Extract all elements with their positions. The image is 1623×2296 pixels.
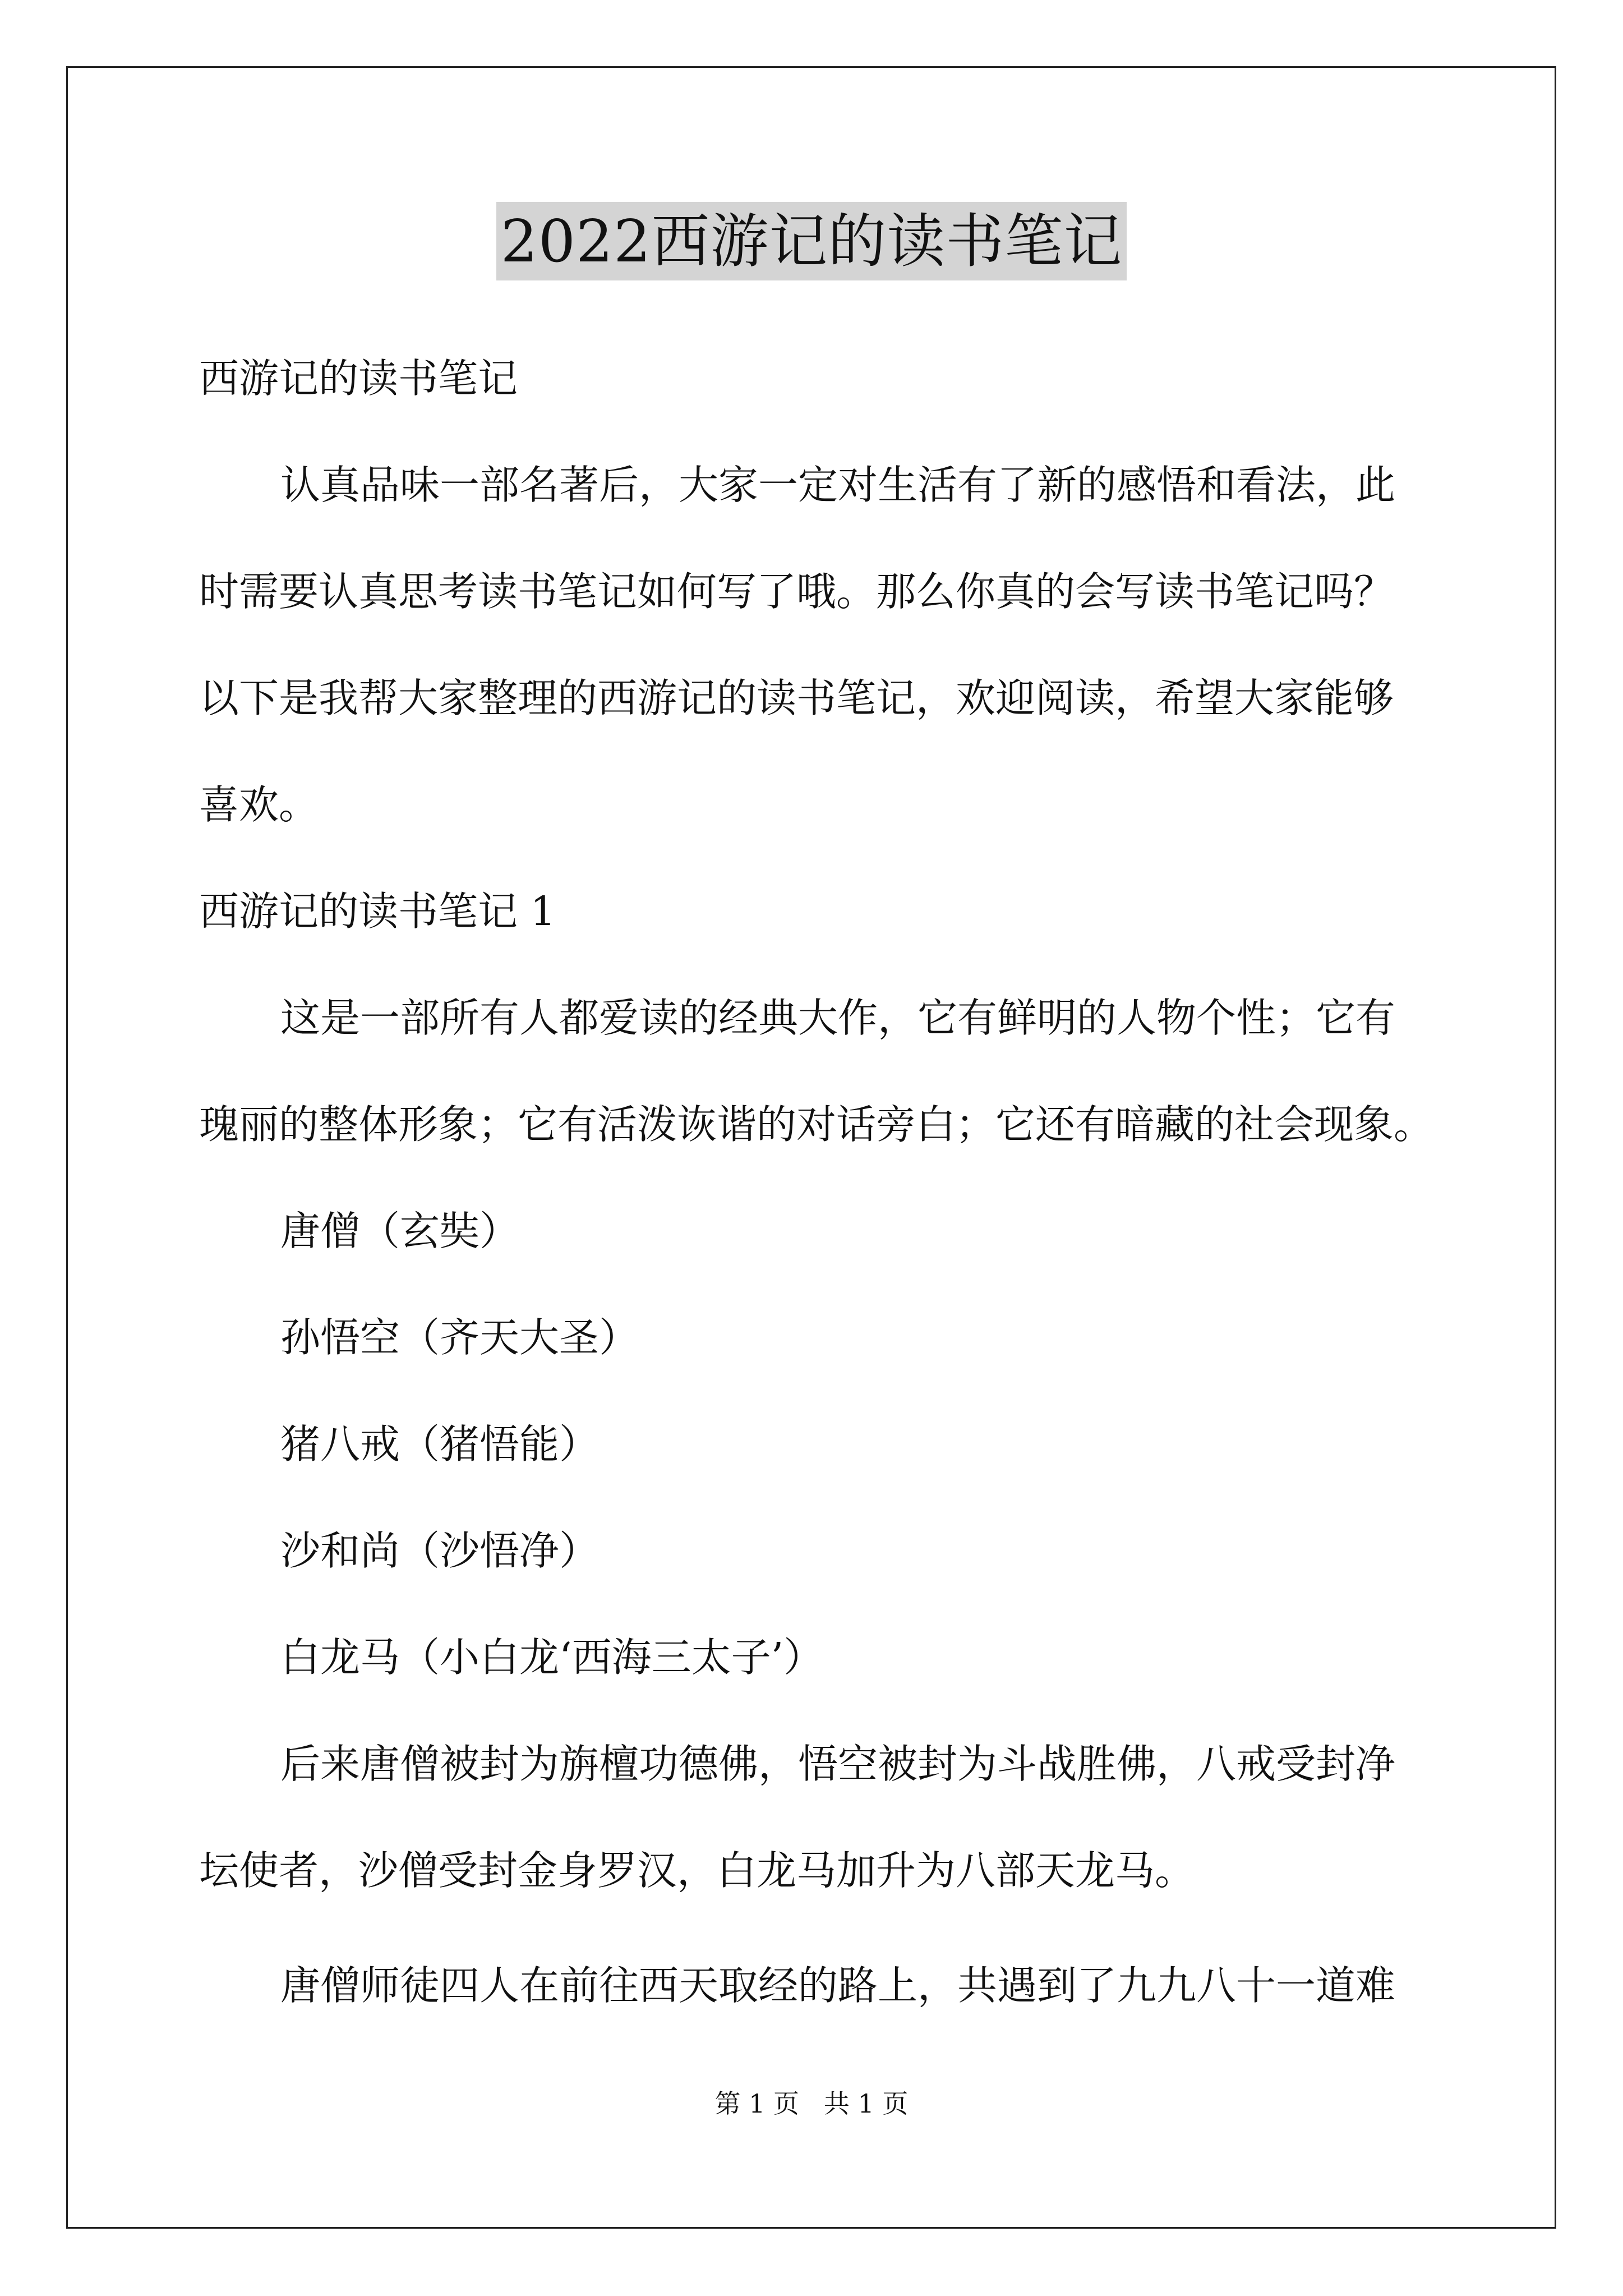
paragraph-line: 坛使者，沙僧受封金身罗汉，白龙马加升为八部天龙马。 [199,1847,1195,1894]
section-heading: 西游记的读书笔记 [199,355,518,402]
character-item: 沙和尚（沙悟净） [280,1527,600,1574]
paragraph-line: 后来唐僧被封为旃檀功德佛，悟空被封为斗战胜佛，八戒受封净 [280,1741,1396,1787]
paragraph-line: 唐僧师徒四人在前往西天取经的路上，共遇到了九九八十一道难 [280,1962,1396,2009]
character-item: 唐僧（玄奘） [280,1208,520,1254]
paragraph-line: 以下是我帮大家整理的西游记的读书笔记，欢迎阅读，希望大家能够 [199,675,1394,721]
paragraph-line: 这是一部所有人都爱读的经典大作，它有鲜明的人物个性；它有 [280,995,1396,1041]
paragraph-line: 认真品味一部名著后，大家一定对生活有了新的感悟和看法，此 [280,462,1396,508]
document-title: 2022西游记的读书笔记 [496,202,1127,280]
character-item: 猪八戒（猪悟能） [280,1421,600,1467]
title-container [0,202,1623,280]
page-footer: 第 1 页 共 1 页 [714,2088,909,2119]
section-heading: 西游记的读书笔记 1 [199,888,556,935]
paragraph-line: 瑰丽的整体形象；它有活泼诙谐的对话旁白；它还有暗藏的社会现象。 [199,1101,1434,1148]
paragraph-line: 喜欢。 [199,781,319,828]
character-item: 孙悟空（齐天大圣） [280,1314,639,1361]
character-item: 白龙马（小白龙‘西海三太子’） [280,1634,824,1681]
paragraph-line: 时需要认真思考读书笔记如何写了哦。那么你真的会写读书笔记吗？ [199,568,1394,615]
